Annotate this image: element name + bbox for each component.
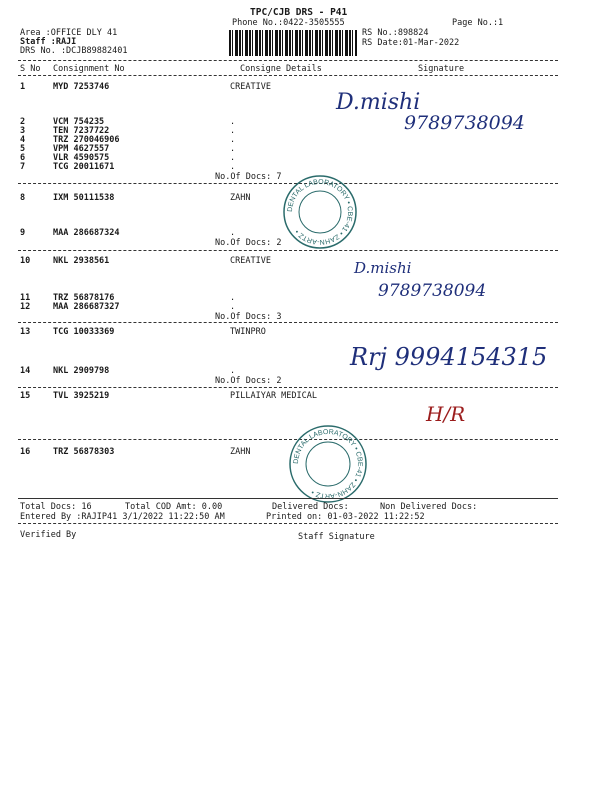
row-detail: . [230, 366, 236, 376]
col-consignment: Consignment No [53, 64, 125, 74]
svg-text:DENTAL LABORATORY • CBE-41 • Z [293, 429, 363, 499]
signature-phone-1: 9789738094 [404, 112, 525, 134]
col-details: Consigne Details [240, 64, 322, 74]
column-rule [18, 75, 558, 76]
row-sno: 1 [20, 82, 26, 92]
row-detail: . [230, 293, 236, 303]
document-title: TPC/CJB DRS - P41 [250, 7, 348, 18]
row-detail: CREATIVE [230, 82, 271, 92]
signature-3: Rrj 9994154315 [350, 343, 548, 371]
delivered-docs: Delivered Docs: [272, 502, 349, 512]
row-consignment: MAA 286687327 [53, 302, 120, 312]
group-count: No.Of Docs: 7 [215, 172, 282, 182]
group-count: No.Of Docs: 2 [215, 238, 282, 248]
svg-text:DENTAL LABORATORY • CBE-41 • Z [287, 179, 353, 245]
row-detail: ZAHN [230, 193, 251, 203]
stamp-text: DENTAL LABORATORY • CBE-41 • ZAHN-ARTZ • [286, 178, 354, 246]
area-label: Area :OFFICE DLY 41 [20, 28, 118, 38]
row-detail: . [230, 144, 236, 154]
row-detail: CREATIVE [230, 256, 271, 266]
row-sno: 9 [20, 228, 26, 238]
printed-on: Printed on: 01-03-2022 11:22:52 [266, 512, 425, 522]
page-number: Page No.:1 [452, 18, 504, 28]
row-detail: PILLAIYAR MEDICAL [230, 391, 317, 401]
row-sno: 11 [20, 293, 31, 303]
stamp-text: DENTAL LABORATORY • CBE-41 • ZAHN-ARTZ • [292, 428, 364, 500]
total-docs: Total Docs: 16 [20, 502, 92, 512]
row-consignment: TRZ 56878303 [53, 447, 115, 457]
row-consignment: MYD 7253746 [53, 82, 110, 92]
row-detail: TWINPRO [230, 327, 266, 337]
dental-lab-stamp [286, 422, 370, 506]
group-rule [18, 322, 558, 323]
row-consignment: TCG 10033369 [53, 327, 115, 337]
row-detail: . [230, 135, 236, 145]
row-sno: 7 [20, 162, 26, 172]
signature-4: H/R [426, 402, 466, 426]
rs-date: RS Date:01-Mar-2022 [362, 38, 460, 48]
row-consignment: MAA 286687324 [53, 228, 120, 238]
row-sno: 14 [20, 366, 31, 376]
row-consignment: IXM 50111538 [53, 193, 115, 203]
row-detail: . [230, 126, 236, 136]
non-delivered-docs: Non Delivered Docs: [380, 502, 478, 512]
row-consignment: NKL 2909798 [53, 366, 110, 376]
drs-number: DRS No. :DCJB89882401 [20, 46, 128, 56]
entered-by: Entered By :RAJIP41 3/1/2022 11:22:50 AM [20, 512, 225, 522]
row-consignment: TRZ 56878176 [53, 293, 115, 303]
dental-lab-stamp [280, 172, 360, 252]
row-detail: . [230, 302, 236, 312]
row-detail: ZAHN [230, 447, 251, 457]
group-count: No.Of Docs: 3 [215, 312, 282, 322]
row-sno: 16 [20, 447, 31, 457]
row-consignment: TEN 7237722 [53, 126, 110, 136]
footer-rule [18, 523, 558, 524]
row-sno: 6 [20, 153, 26, 163]
row-consignment: NKL 2938561 [53, 256, 110, 266]
total-cod: Total COD Amt: 0.00 [125, 502, 223, 512]
signature-phone-2: 9789738094 [378, 281, 487, 301]
row-sno: 12 [20, 302, 31, 312]
group-rule [18, 387, 558, 388]
staff-signature: Staff Signature [298, 532, 375, 542]
group-count: No.Of Docs: 2 [215, 376, 282, 386]
row-sno: 2 [20, 117, 26, 127]
row-consignment: VPM 4627557 [53, 144, 110, 154]
row-sno: 4 [20, 135, 26, 145]
row-consignment: VCM 754235 [53, 117, 105, 127]
phone-number: Phone No.:0422-3505555 [232, 18, 345, 28]
row-sno: 3 [20, 126, 26, 136]
row-consignment: TRZ 270046906 [53, 135, 120, 145]
signature-name-2: D.mishi [354, 259, 412, 277]
row-detail: . [230, 117, 236, 127]
row-sno: 10 [20, 256, 31, 266]
row-detail: . [230, 228, 236, 238]
row-sno: 13 [20, 327, 31, 337]
col-sno: S No [20, 64, 41, 74]
row-detail: . [230, 153, 236, 163]
rs-number: RS No.:898824 [362, 28, 429, 38]
row-detail: . [230, 162, 236, 172]
row-consignment: VLR 4590575 [53, 153, 110, 163]
col-signature: Signature [418, 64, 465, 74]
barcode [229, 30, 357, 56]
row-sno: 5 [20, 144, 26, 154]
footer-rule [18, 498, 558, 499]
verified-by: Verified By [20, 530, 77, 540]
staff-label: Staff :RAJI [20, 37, 77, 47]
row-consignment: TVL 3925219 [53, 391, 110, 401]
signature-name-1: D.mishi [336, 90, 421, 115]
row-sno: 8 [20, 193, 26, 203]
row-consignment: TCG 20011671 [53, 162, 115, 172]
header-rule [18, 60, 558, 61]
row-sno: 15 [20, 391, 31, 401]
